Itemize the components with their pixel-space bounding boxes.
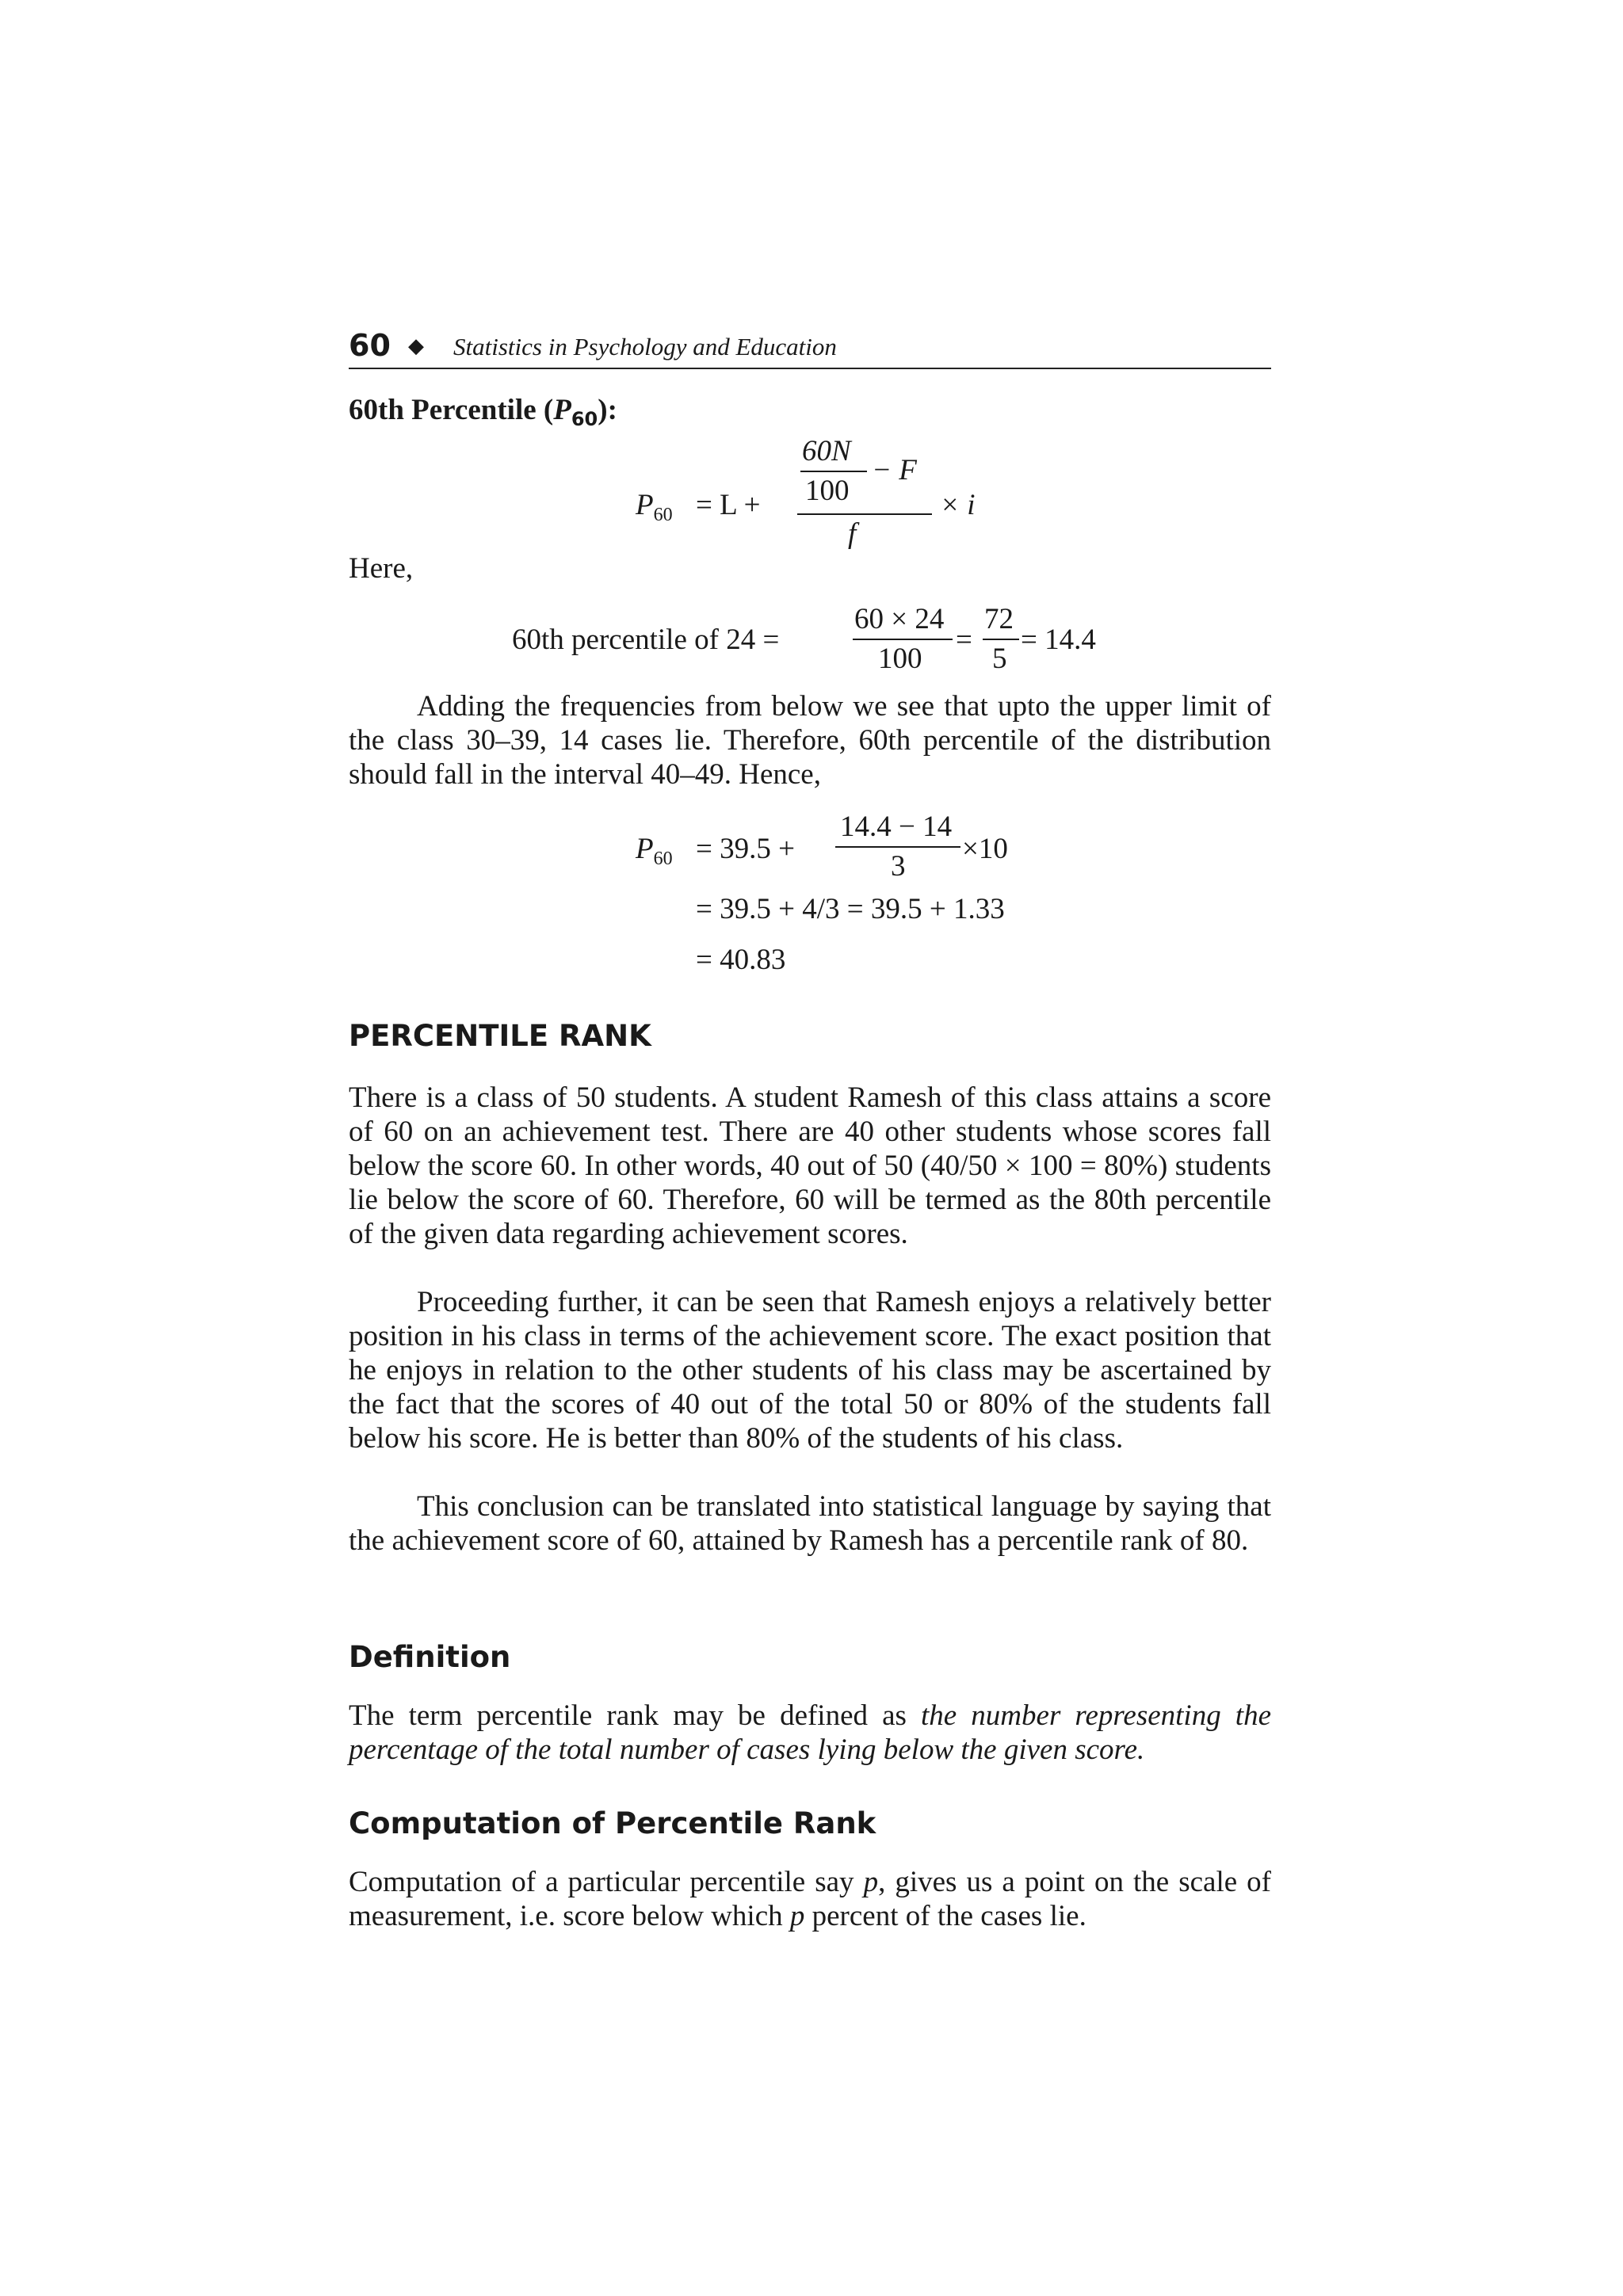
formula-inner-num: 60N — [802, 435, 851, 467]
percentile-rank-paragraph-3: This conclusion can be translated into statistical language by saying that the achievement score of 60, attained by Ramesh has a percentile rank of 80. — [349, 1490, 1271, 1557]
calc-den1: 100 — [878, 643, 922, 675]
result-den: 3 — [891, 850, 906, 883]
formula-outer-den: f — [848, 517, 857, 550]
definition-heading: Definition — [349, 1640, 511, 1674]
calc-fraction-bar-1 — [853, 639, 953, 640]
calc-num2: 72 — [984, 603, 1014, 635]
formula-inner-den: 100 — [805, 475, 850, 507]
outer-fraction-bar — [797, 513, 932, 515]
computation-heading: Computation of Percentile Rank — [349, 1806, 876, 1840]
result-times: ×10 — [962, 833, 1008, 865]
formula-lhs: $P_{60}$ — [636, 489, 673, 525]
result-fraction-bar — [835, 846, 960, 848]
percentile-rank-heading: PERCENTILE RANK — [349, 1019, 651, 1053]
result-num: 14.4 − 14 — [840, 810, 953, 843]
result-lhs: $P_{60}$ — [636, 833, 673, 869]
p60-heading: 60th Percentile $(P_{60})$: — [349, 394, 617, 430]
computation-paragraph: Computation of a particular percentile say p, gives us a point on the scale of measurement, i.e. score below which p percent of the cases lie. — [349, 1866, 1271, 1932]
percentile-rank-paragraph-2: Proceeding further, it can be seen that Ramesh enjoys a relatively better position in his class in terms of the achievement score. The exact position that he enjoys in relation to the other students of his class may be ascertained by the fact that the scores of 40 out of the total 50 or 80% of the students fall below his score. He is better than 80% of the students of his class. — [349, 1286, 1271, 1455]
calc-den2: 5 — [992, 643, 1007, 675]
calc-fraction-bar-2 — [983, 639, 1019, 640]
formula-eq: = L + — [696, 489, 761, 521]
formula-times-i: × i — [940, 489, 976, 521]
page-number: 60 — [349, 328, 391, 363]
running-title: Statistics in Psychology and Education — [453, 333, 837, 360]
result-eq: = 39.5 + — [696, 833, 795, 865]
calc-eq1: = — [956, 624, 972, 656]
result-line2: = 39.5 + 4/3 = 39.5 + 1.33 — [696, 893, 1005, 925]
diamond-icon: ◆ — [408, 334, 424, 358]
calc-label: 60th percentile of 24 = — [512, 624, 780, 656]
inner-fraction-bar — [800, 471, 867, 472]
definition-paragraph: The term percentile rank may be defined as the number representing the percentage of the total number of cases lying below the given score. — [349, 1699, 1271, 1766]
calc-num1: 60 × 24 — [854, 603, 945, 635]
result-line3: = 40.83 — [696, 944, 786, 976]
percentile-rank-paragraph-1: There is a class of 50 students. A student Ramesh of this class attains a score of 60 on an achievement test. There are 40 other students whose scores fall below the score 60. In other words, 40 out of 50 (40/50 × 100 = 80%) students lie below the score of 60. Therefore, 60 will be termed as the 80th percentile of the given data regarding achievement scores. — [349, 1081, 1271, 1250]
here-label: Here, — [349, 552, 414, 585]
calc-eq2: = 14.4 — [1021, 624, 1096, 656]
adding-frequencies-paragraph: Adding the frequencies from below we see that upto the upper limit of the class 30–39, 14 cases lie. Therefore, 60th percentile of the distribution should fall in the interval 40–49. Hence, — [349, 690, 1271, 791]
formula-minus-f: − F — [872, 454, 917, 486]
running-header — [349, 323, 1271, 369]
